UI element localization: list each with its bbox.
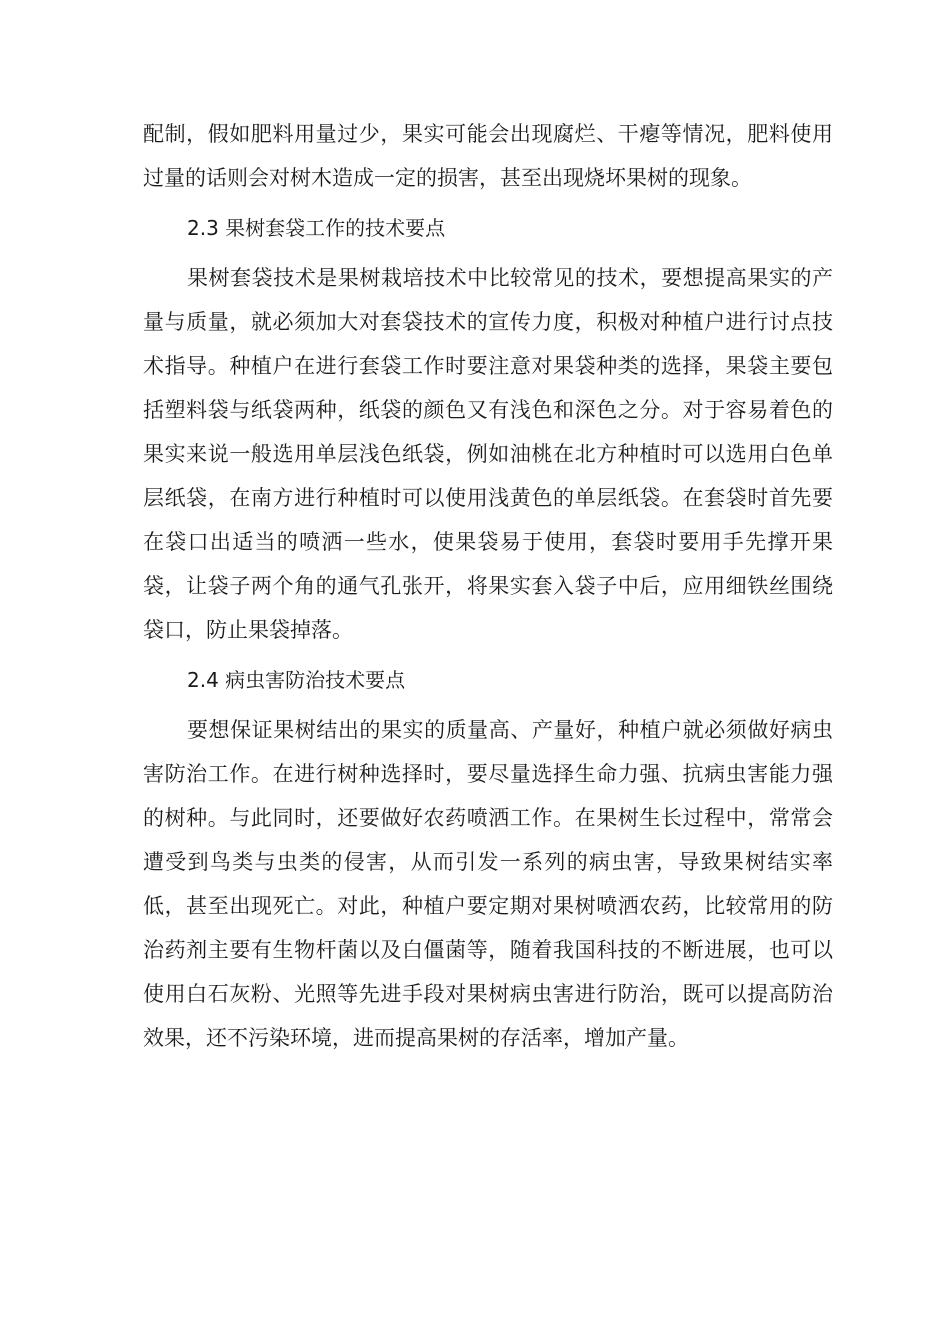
section-heading-2-3: 2.3 果树套袋工作的技术要点 [187,216,446,240]
document-body [143,112,833,1060]
paragraph-bagging-technique: 果树套袋技术是果树栽培技术中比较常见的技术，要想提高果实的产量与质量，就必须加大对套袋技术的宣传力度，积极对种植户进行讨点技术指导。种植户在进行套袋工作时要注意对果袋种类的选择，果袋主要包括塑料袋与纸袋两种，纸袋的颜色又有浅色和深色之分。对于容易着色的果实来说一般选用单层浅色纸袋，例如油桃在北方种植时可以选用白色单层纸袋，在南方进行种植时可以使用浅黄色的单层纸袋。在套袋时首先要在袋口出适当的喷洒一些水，使果袋易于使用，套袋时要用手先撑开果袋，让袋子两个角的通气孔张开，将果实套入袋子中后，应用细铁丝围绕袋口，防止果袋掉落。 [143,266,833,642]
paragraph-fertilizer-continuation: 配制，假如肥料用量过少，果实可能会出现腐烂、干瘪等情况，肥料使用过量的话则会对树木造成一定的损害，甚至出现烧坏果树的现象。 [143,122,833,190]
paragraph-pest-control: 要想保证果树结出的果实的质量高、产量好，种植户就必须做好病虫害防治工作。在进行树种选择时，要尽量选择生命力强、抗病虫害能力强的树种。与此同时，还要做好农药喷洒工作。在果树生长过程中，常常会遭受到鸟类与虫类的侵害，从而引发一系列的病虫害，导致果树结实率低，甚至出现死亡。对此，种植户要定期对果树喷洒农药，比较常用的防治药剂主要有生物杆菌以及白僵菌等，随着我国科技的不断进展，也可以使用白石灰粉、光照等先进手段对果树病虫害进行防治，既可以提高防治效果，还不污染环境，进而提高果树的存活率，增加产量。 [143,718,833,1050]
section-heading-2-4: 2.4 病虫害防治技术要点 [187,668,406,692]
